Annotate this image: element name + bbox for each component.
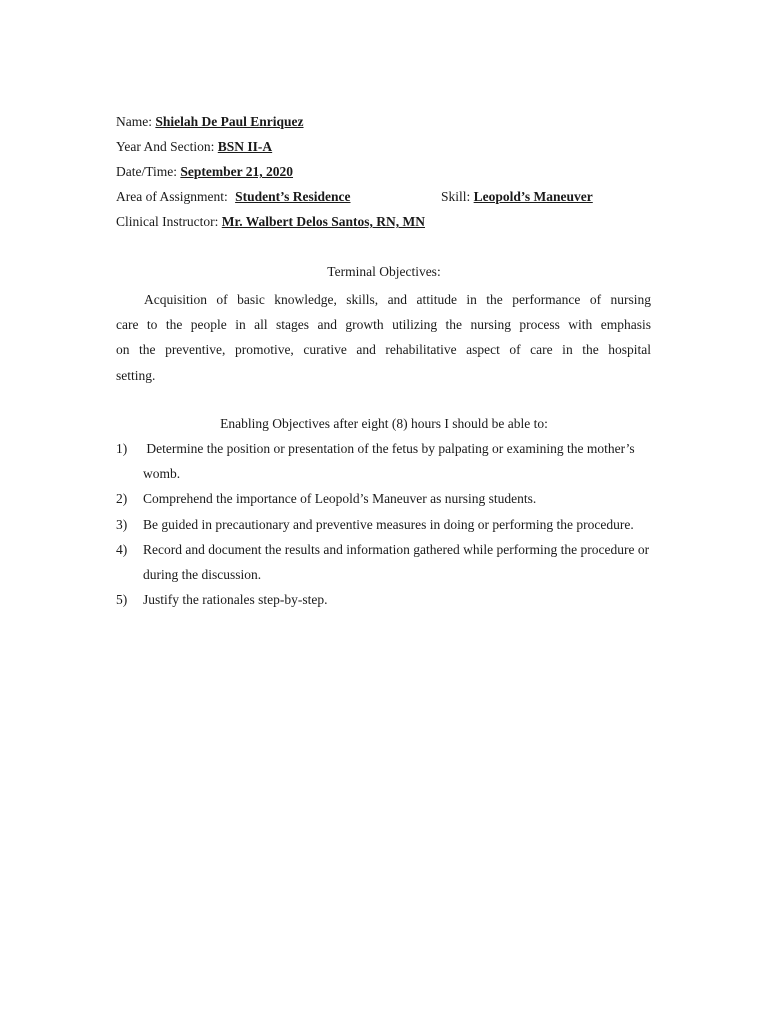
skill-label: Skill: xyxy=(441,189,471,204)
list-number: 3) xyxy=(116,516,128,532)
area-value: Student’s Residence xyxy=(235,189,351,204)
list-number: 5) xyxy=(116,592,128,608)
date-time-label: Date/Time: xyxy=(116,164,178,179)
list-text: Determine the position or presentation of the fetus by palpating or examining the mother’s womb. xyxy=(143,441,639,482)
paragraph-line: care to the people in all stages and growth utilizing the nursing process with emphasis xyxy=(116,317,651,333)
year-section-row xyxy=(116,138,272,156)
area-row xyxy=(116,188,351,206)
instructor-label: Clinical Instructor: xyxy=(116,214,219,229)
paragraph-line: on the preventive, promotive, curative and rehabilitative aspect of care in the hospital xyxy=(116,342,651,358)
name-value: Shielah De Paul Enriquez xyxy=(155,114,304,129)
enabling-objectives-list xyxy=(116,436,656,612)
date-time-row xyxy=(116,163,293,181)
paragraph-line: Acquisition of basic knowledge, skills, and attitude in the performance of nursing xyxy=(144,292,651,307)
date-time-value: September 21, 2020 xyxy=(180,164,294,179)
paragraph-line: setting. xyxy=(116,367,156,383)
list-text: Justify the rationales step-by-step. xyxy=(143,592,328,608)
instructor-value: Mr. Walbert Delos Santos, RN, MN xyxy=(221,214,425,229)
year-section-label: Year And Section: xyxy=(116,139,215,154)
list-number: 2) xyxy=(116,491,128,507)
list-item xyxy=(116,486,656,511)
list-text: Comprehend the importance of Leopold’s Maneuver as nursing students. xyxy=(143,491,537,507)
list-text: Be guided in precautionary and preventive measures in doing or performing the procedure. xyxy=(143,516,634,532)
list-number: 4) xyxy=(116,541,128,557)
instructor-row xyxy=(116,213,425,231)
list-item xyxy=(116,436,656,486)
year-section-value: BSN II-A xyxy=(217,139,273,154)
list-item xyxy=(116,587,656,612)
skill-row xyxy=(441,188,593,206)
terminal-objectives-paragraph xyxy=(116,287,651,388)
skill-value: Leopold’s Maneuver xyxy=(473,189,593,204)
name-row xyxy=(116,113,304,131)
list-item xyxy=(116,512,656,537)
name-label: Name: xyxy=(116,114,152,129)
list-text: Record and document the results and information gathered while performing the procedure or during the discussion. xyxy=(143,541,650,583)
enabling-objectives-heading: Enabling Objectives after eight (8) hours I should be able to: xyxy=(220,416,548,431)
list-item xyxy=(116,537,656,587)
terminal-objectives-heading: Terminal Objectives: xyxy=(327,264,441,279)
list-number: 1) xyxy=(116,441,128,456)
area-label: Area of Assignment: xyxy=(116,189,228,204)
